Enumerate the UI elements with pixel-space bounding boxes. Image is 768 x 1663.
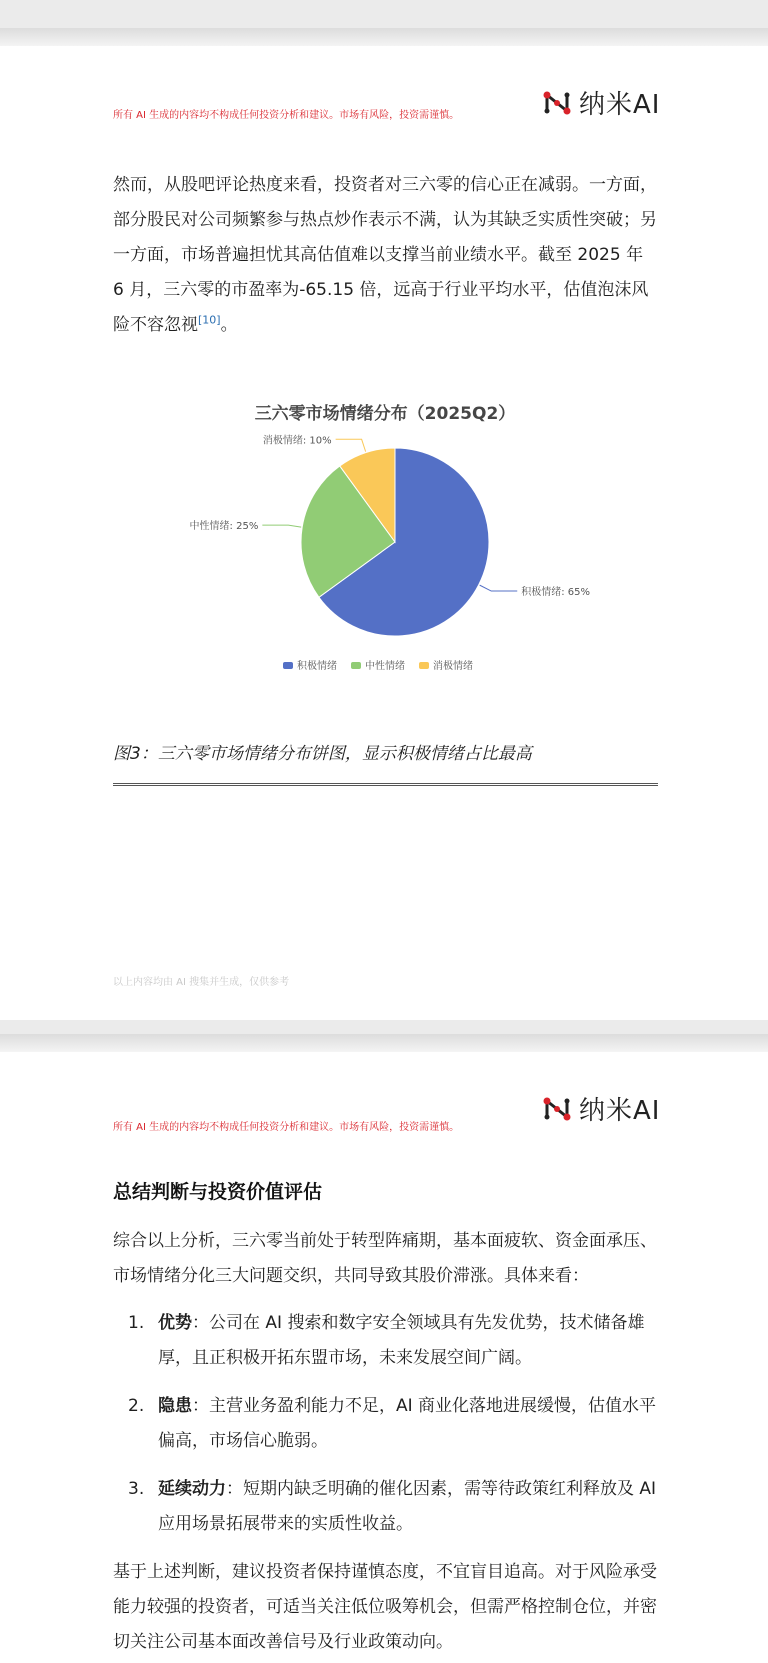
figure-caption: 图3：三六零市场情绪分布饼图，显示积极情绪占比最高	[113, 744, 532, 764]
list-item-text: 主营业务盈利能力不足，AI 商业化落地进展缓慢，估值水平偏高，市场信心脆弱。	[158, 1396, 657, 1451]
slice-label-2: 中性情绪: 25%	[189, 521, 259, 533]
slice-label-1: 积极情绪: 65%	[521, 587, 591, 599]
list-item-text: 短期内缺乏明确的催化因素，需等待政策红利释放及 AI 应用场景拓展带来的实质性收益。	[158, 1479, 657, 1534]
list-number: 3.	[128, 1479, 145, 1499]
section-divider	[113, 783, 658, 786]
ai-footnote: 以上内容均由 AI 搜集并生成，仅供参考	[113, 977, 290, 988]
list-item	[113, 1472, 658, 1542]
nano-ai-logo-icon	[541, 87, 573, 119]
list-item-title: 延续动力	[158, 1479, 226, 1499]
paragraph-text: 然而，从股吧评论热度来看，投资者对三六零的信心正在减弱。一方面，部分股民对公司频繁参与热点炒作表示不满，认为其缺乏实质性突破；另一方面，市场普遍担忧其高估值难以支撑当前业绩水平。截至 2025 年 6 月，三六零的市盈率为-65.15 倍，远高于行业平均水平，估值泡沫风险不容忽视	[113, 175, 657, 335]
nano-ai-logo	[541, 1090, 660, 1127]
list-item-sep: ：	[192, 1396, 209, 1416]
list-item-sep: ：	[192, 1313, 209, 1333]
list-item	[113, 1389, 658, 1459]
pie-chart-svg	[113, 363, 658, 723]
legend-swatch-3[interactable]	[419, 662, 429, 669]
citation-link[interactable]: [10]	[198, 313, 221, 327]
list-item	[113, 1306, 658, 1376]
logo-text: 纳米AI	[579, 1096, 661, 1126]
legend-label-2[interactable]: 中性情绪	[365, 661, 405, 672]
slice-leader-line-2	[262, 525, 301, 527]
paragraph-end: 。	[220, 315, 238, 335]
ai-disclaimer: 所有 AI 生成的内容均不构成任何投资分析和建议。市场有风险，投资需谨慎。	[113, 110, 460, 121]
summary-list	[113, 1306, 658, 1555]
list-number: 1.	[128, 1313, 145, 1333]
document-page-1	[0, 28, 768, 1020]
section-heading: 总结判断与投资价值评估	[113, 1181, 323, 1203]
legend-label-3[interactable]: 消极情绪	[433, 661, 473, 672]
legend-label-1[interactable]: 积极情绪	[297, 661, 337, 672]
list-item-title: 优势	[158, 1313, 192, 1333]
list-number: 2.	[128, 1396, 145, 1416]
document-page-2	[0, 1034, 768, 1663]
page-top-shadow	[0, 1034, 768, 1052]
slice-label-3: 消极情绪: 10%	[262, 435, 332, 447]
list-item-title: 隐患	[158, 1396, 192, 1416]
logo-text: 纳米AI	[579, 90, 661, 120]
legend-swatch-1[interactable]	[283, 662, 293, 669]
body-paragraph	[113, 168, 658, 343]
slice-leader-line-1	[480, 585, 518, 591]
ai-disclaimer: 所有 AI 生成的内容均不构成任何投资分析和建议。市场有风险，投资需谨慎。	[113, 1122, 460, 1133]
sentiment-pie-chart	[113, 363, 658, 723]
intro-paragraph: 综合以上分析，三六零当前处于转型阵痛期，基本面疲软、资金面承压、市场情绪分化三大问题交织，共同导致其股价滞涨。具体来看：	[113, 1231, 657, 1286]
page-top-shadow	[0, 28, 768, 46]
slice-leader-line-3	[336, 439, 366, 451]
list-item-sep: ：	[226, 1479, 243, 1499]
conclusion-paragraph: 基于上述判断，建议投资者保持谨慎态度，不宜盲目追高。对于风险承受能力较强的投资者，可适当关注低位吸筹机会，但需严格控制仓位，并密切关注公司基本面改善信号及行业政策动向。	[113, 1562, 657, 1652]
nano-ai-logo	[541, 84, 660, 121]
legend-swatch-2[interactable]	[351, 662, 361, 669]
nano-ai-logo-icon	[541, 1093, 573, 1125]
list-item-text: 公司在 AI 搜索和数字安全领域具有先发优势，技术储备雄厚，且正积极开拓东盟市场，未来发展空间广阔。	[158, 1313, 645, 1368]
chart-title: 三六零市场情绪分布（2025Q2）	[254, 404, 516, 424]
